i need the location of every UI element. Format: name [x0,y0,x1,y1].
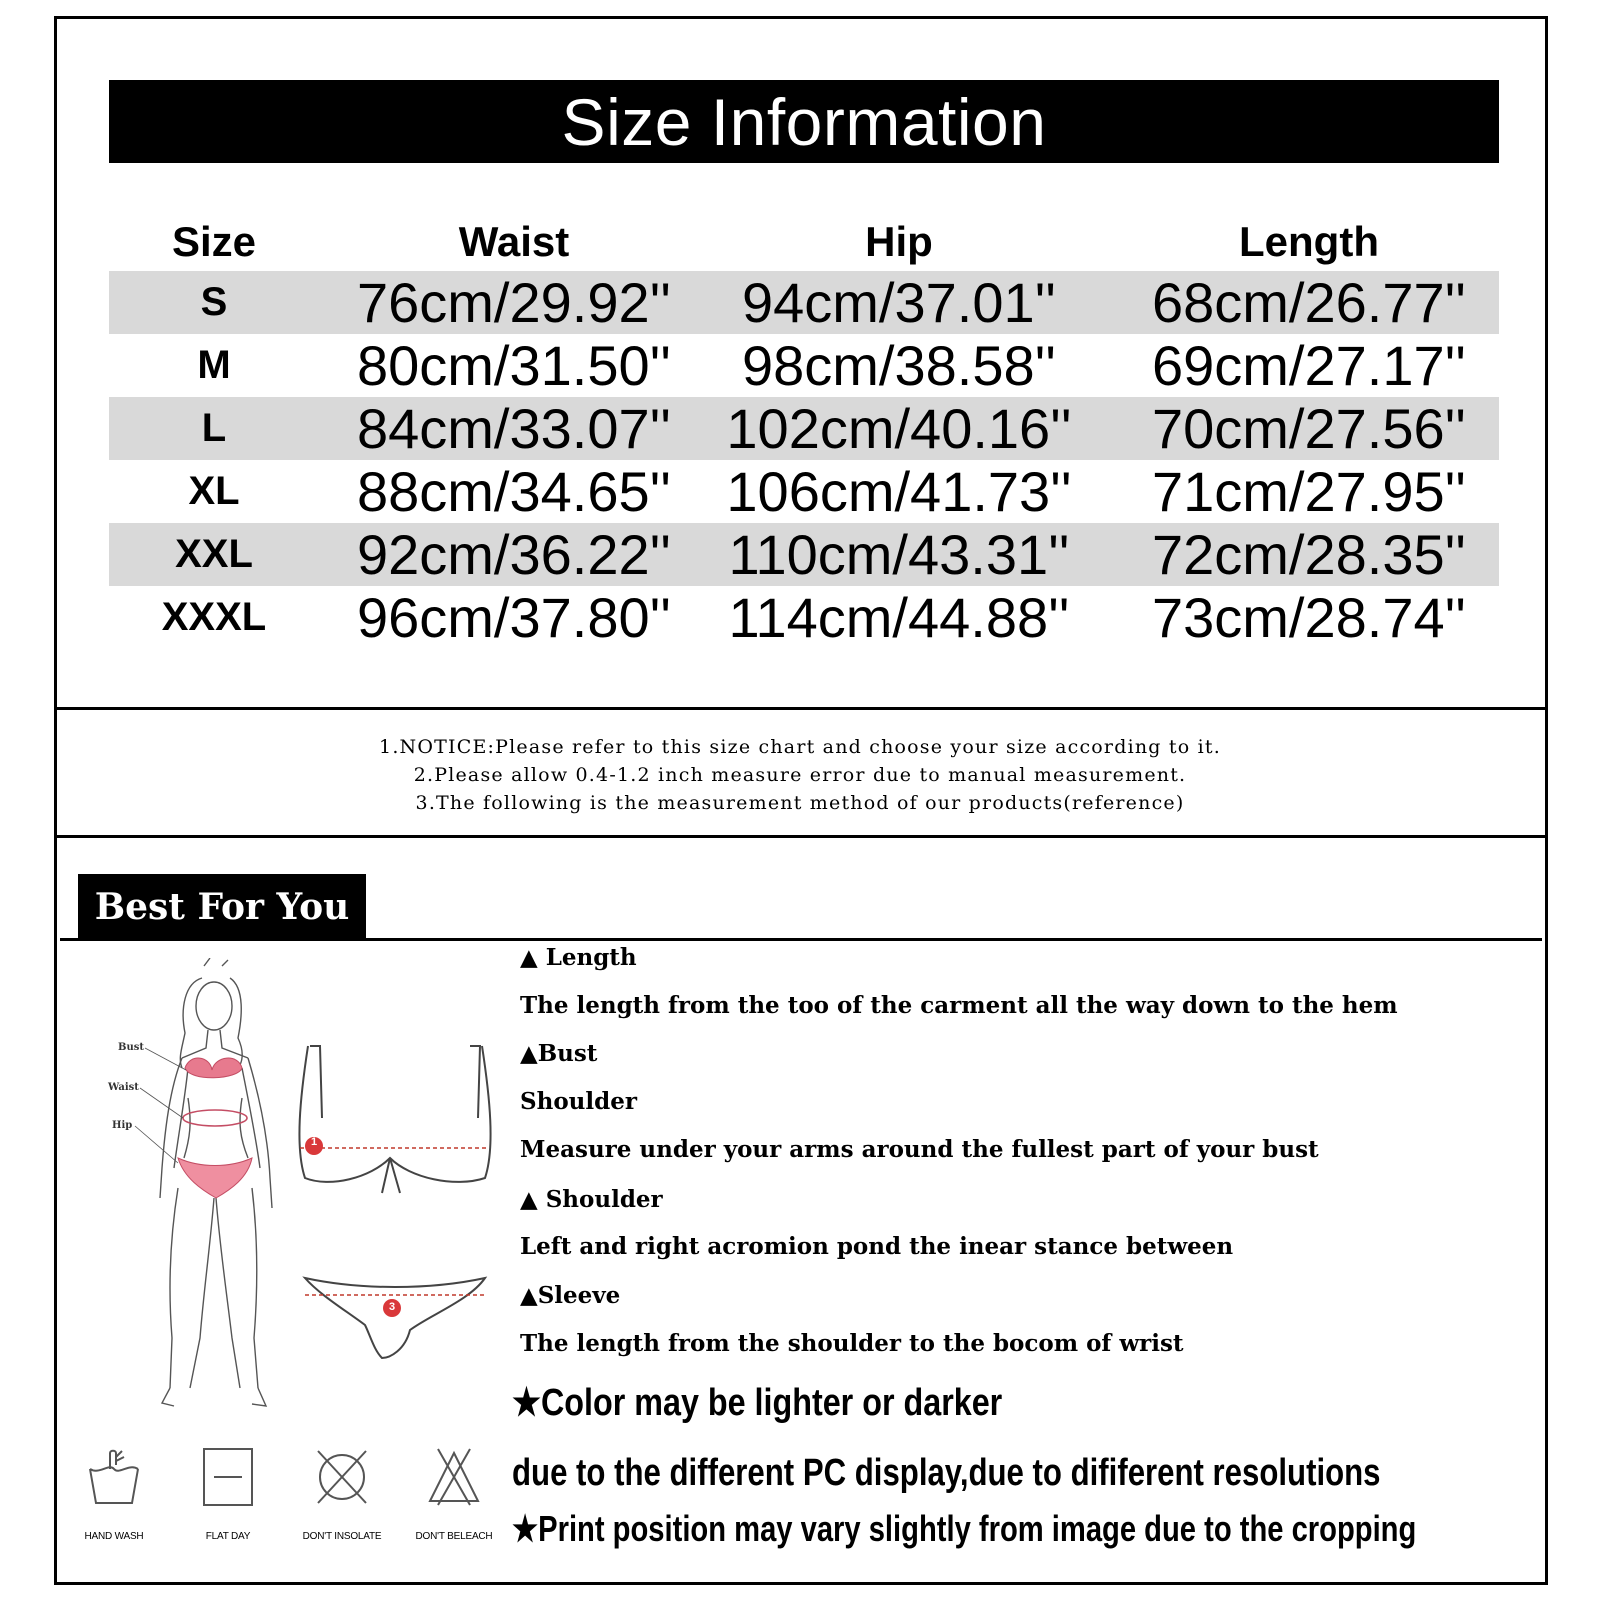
bust-description: Measure under your arms around the fullest part of your bust [520,1136,1319,1163]
dont-insolate-label: DON'T INSOLATE [302,1531,382,1542]
flat-dry-label: FLAT DAY [205,1531,251,1542]
figure-label-waist: Waist [108,1082,139,1093]
table-row [109,586,1499,649]
notice-line-3: 3.The following is the measurement method of our products(reference) [415,792,1185,814]
notice-line-2: 2.Please allow 0.4-1.2 inch measure error due to manual measurement. [413,764,1187,786]
bust-heading: ▲Bust [520,1040,598,1067]
size-cell: XXXL [161,595,267,639]
display-note: due to the different PC display,due to dififerent resolutions [512,1452,1381,1494]
flat-dry-care [178,1447,278,1542]
dont-insolate-icon [312,1447,372,1507]
model-figure-illustration [130,958,290,1418]
waist-cell: 88cm/34.65'' [356,460,671,523]
hip-cell: 98cm/38.58'' [741,334,1056,397]
flat-dry-icon [198,1447,258,1507]
table-row [109,523,1499,586]
length-cell: 73cm/28.74'' [1151,586,1466,649]
hip-cell: 106cm/41.73'' [726,460,1072,523]
badge-1-label: 1 [310,1136,318,1148]
length-heading: ▲ Length [520,944,637,971]
size-cell: XXL [175,532,253,576]
dont-bleach-icon [424,1447,484,1507]
size-cell: M [197,343,231,387]
hand-wash-label: HAND WASH [84,1531,144,1542]
dont-bleach-care [404,1447,504,1542]
waist-cell: 84cm/33.07'' [356,397,671,460]
length-cell: 72cm/28.35'' [1151,523,1466,586]
length-cell: 71cm/27.95'' [1151,460,1466,523]
waist-cell: 76cm/29.92'' [356,271,671,334]
figure-label-bust: Bust [118,1042,144,1053]
hip-cell: 94cm/37.01'' [741,271,1056,334]
bikini-bottom-diagram [300,1270,490,1370]
hand-wash-icon [84,1447,144,1507]
size-information-title: Size Information [109,80,1499,163]
header-length: Length [1239,217,1379,265]
header-waist: Waist [458,217,570,265]
badge-3-label: 3 [388,1301,396,1313]
length-cell: 70cm/27.56'' [1151,397,1466,460]
hip-cell: 102cm/40.16'' [726,397,1072,460]
waist-cell: 96cm/37.80'' [356,586,671,649]
hand-wash-care [64,1447,164,1542]
best-for-you-tab: Best For You [78,874,366,940]
size-cell: S [200,280,228,324]
dont-bleach-label: DON'T BELEACH [415,1531,493,1542]
table-row [109,460,1499,523]
section-divider [60,938,1542,941]
table-row [109,397,1499,460]
bust-subheading: Shoulder [520,1088,637,1115]
table-row [109,271,1499,334]
sleeve-description: The length from the shoulder to the bocom of wrist [520,1330,1184,1357]
length-cell: 69cm/27.17'' [1151,334,1466,397]
color-note: ★Color may be lighter or darker [512,1382,1003,1424]
size-cell: XL [188,469,240,513]
header-size: Size [171,217,257,265]
length-cell: 68cm/26.77'' [1151,271,1466,334]
header-hip: Hip [865,217,933,265]
sleeve-heading: ▲Sleeve [520,1282,621,1309]
length-description: The length from the too of the carment all the way down to the hem [520,992,1398,1019]
hip-cell: 114cm/44.88'' [728,586,1070,649]
shoulder-heading: ▲ Shoulder [520,1186,663,1213]
waist-cell: 80cm/31.50'' [356,334,671,397]
hip-cell: 110cm/43.31'' [728,523,1070,586]
size-cell: L [201,406,227,450]
shoulder-description: Left and right acromion pond the inear stance between [520,1233,1234,1260]
size-table-header [109,210,1499,273]
waist-cell: 92cm/36.22'' [356,523,671,586]
figure-label-hip: Hip [112,1120,133,1131]
print-position-note: ★Print position may vary slightly from image due to the cropping [512,1508,1417,1549]
table-row [109,334,1499,397]
bikini-top-diagram [290,1038,500,1218]
dont-insolate-care [292,1447,392,1542]
notice-line-1: 1.NOTICE:Please refer to this size chart and choose your size according to it. [379,736,1221,758]
